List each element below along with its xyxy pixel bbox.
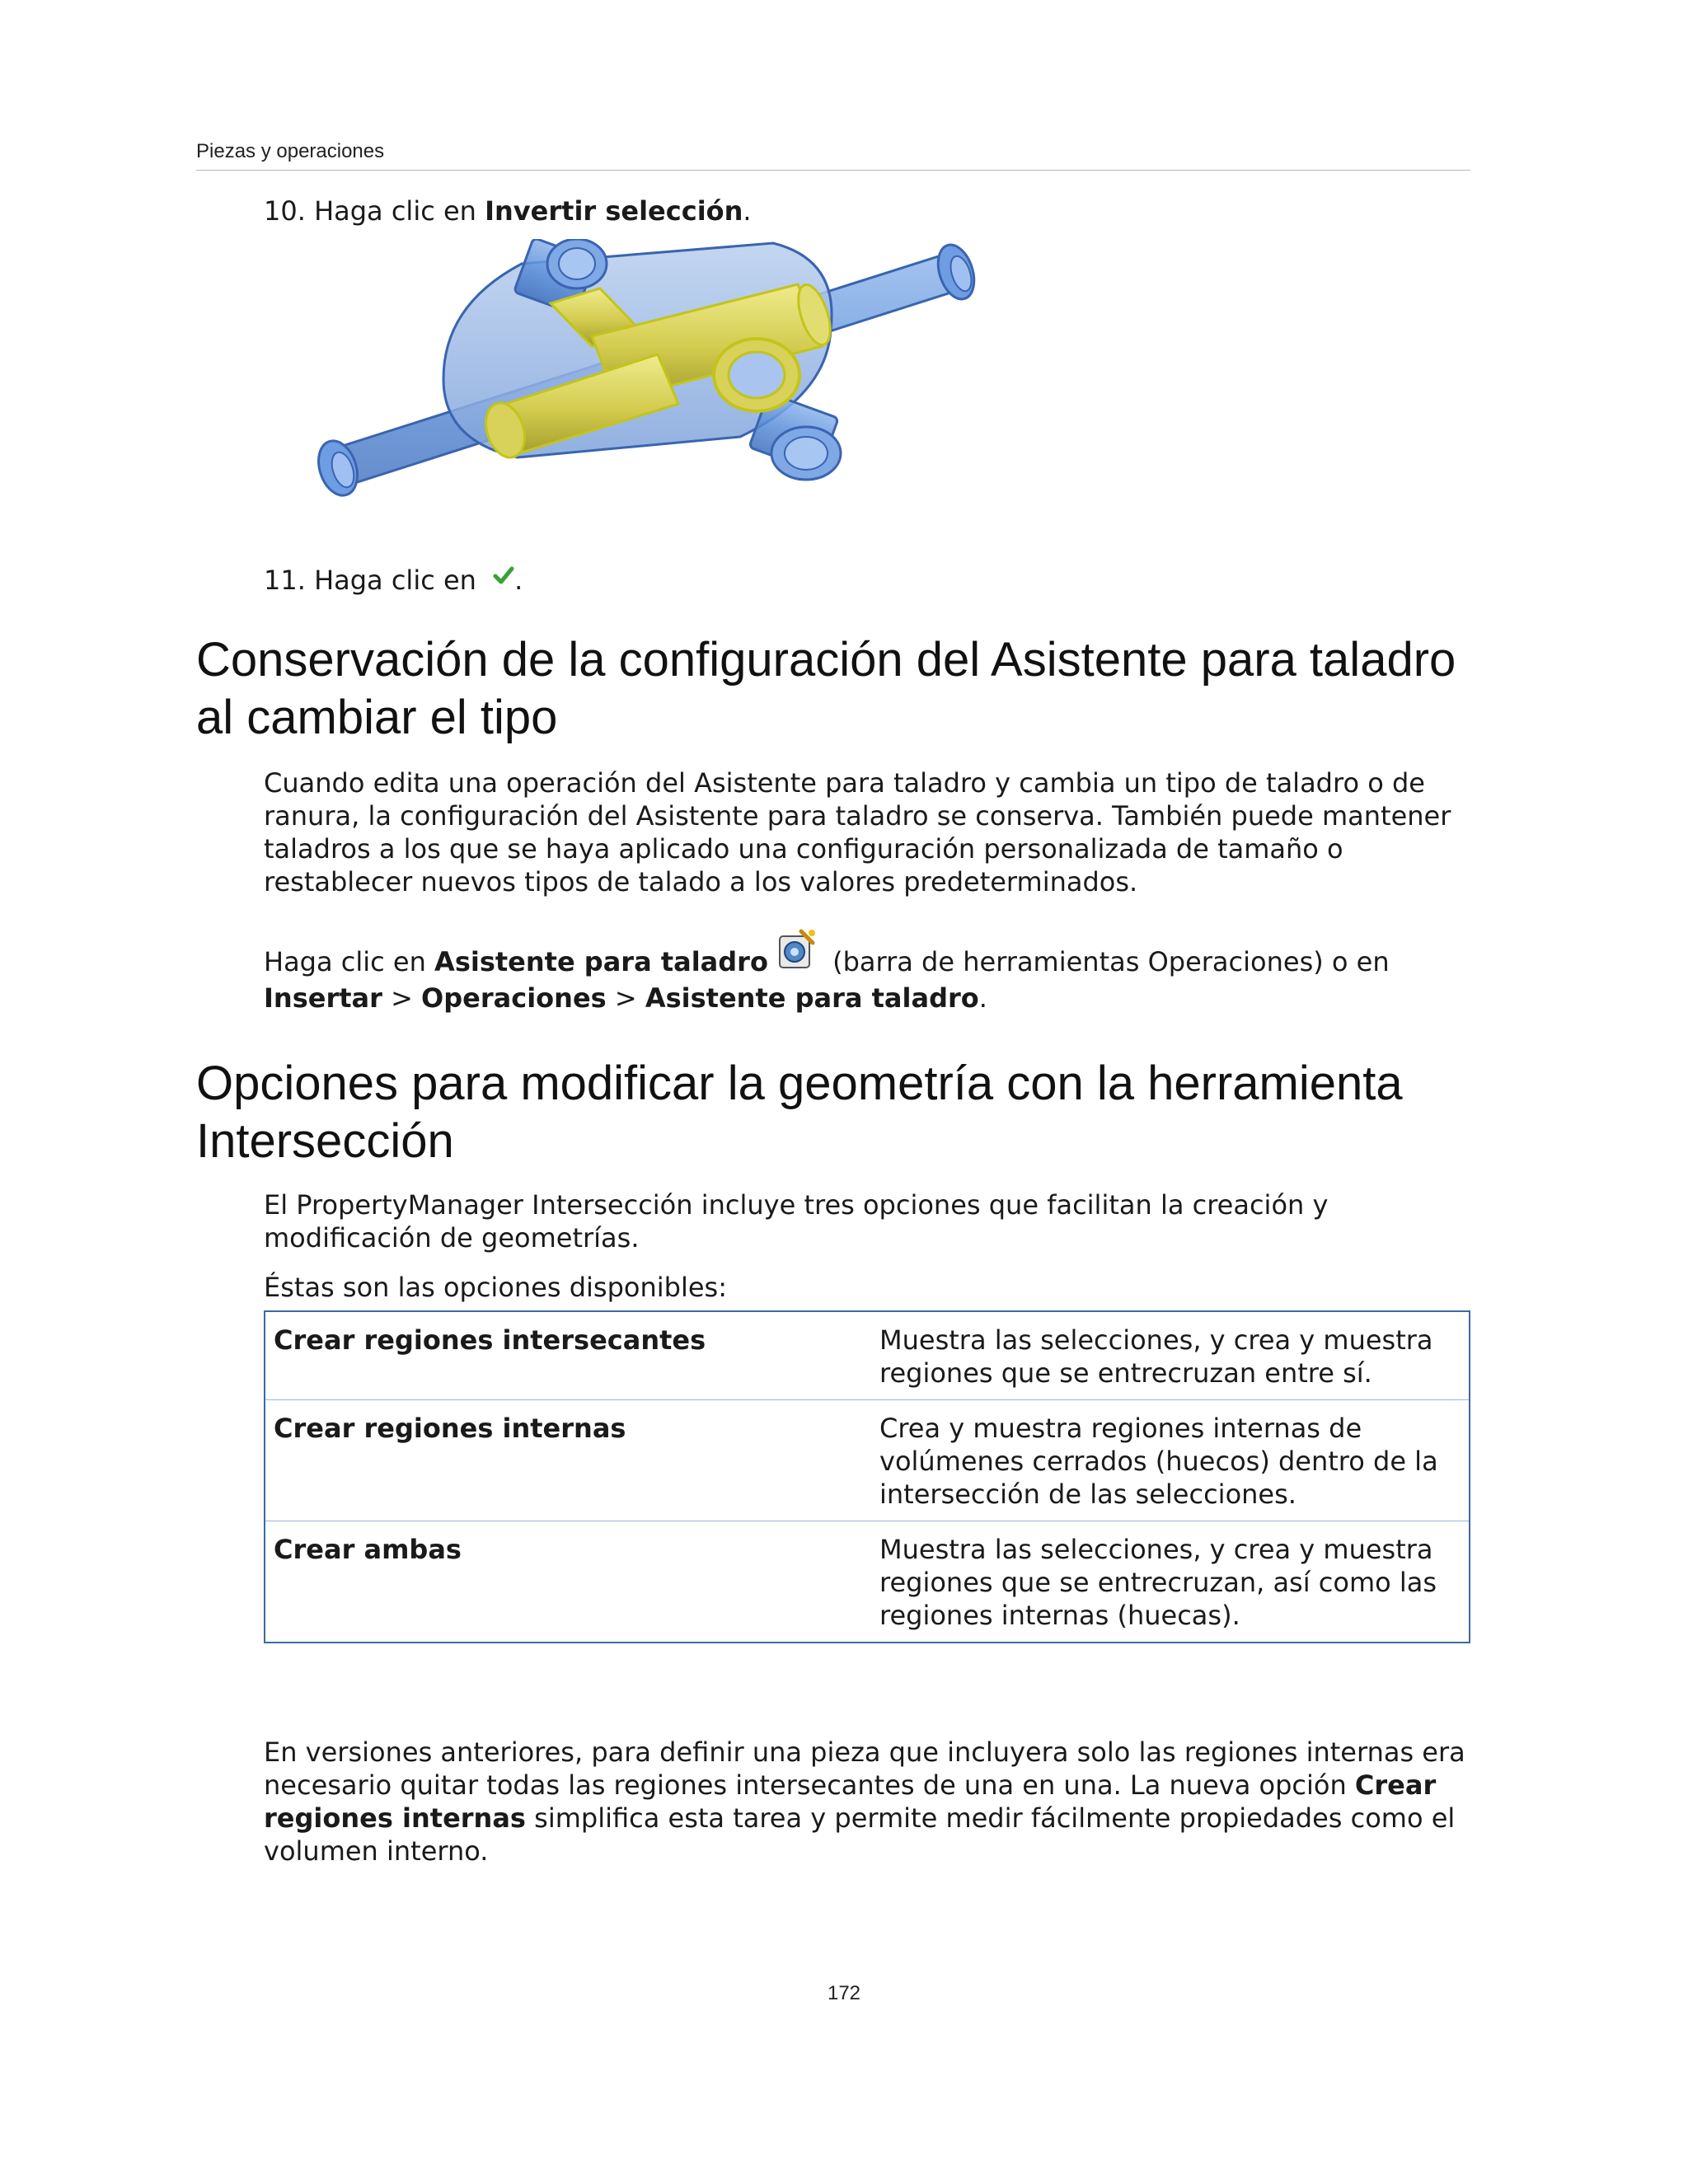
section-heading-hole-wizard: Conservación de la configuración del Asistente para taladro al cambiar el tipo: [196, 633, 1456, 744]
step-11-suffix: .: [514, 565, 523, 596]
option-description: Muestra las selecciones, y crea y muestra regiones que se entrecruzan, así como las regiones internas (huecas).: [871, 1521, 1470, 1643]
option-name: Crear regiones intersecantes: [274, 1324, 706, 1356]
closing-suffix: simplifica esta tarea y permite medir fácilmente propiedades como el volumen interno.: [264, 1802, 1456, 1867]
step-10: [264, 194, 752, 227]
operaciones-menu: Operaciones: [421, 982, 607, 1014]
table-row: [265, 1311, 1470, 1400]
intersection-paragraph-1: El PropertyManager Intersección incluye tres opciones que facilitan la creación y modificación de geometrías.: [264, 1189, 1329, 1254]
intersection-closing-paragraph: [264, 1736, 1484, 1868]
instruction-prefix: Haga clic en: [264, 946, 435, 977]
step-10-prefix: 10. Haga clic en: [264, 195, 485, 227]
green-check-icon: [493, 559, 514, 592]
insertar-menu: Insertar: [264, 982, 382, 1014]
table-row: [265, 1400, 1470, 1521]
intersection-options-table: [264, 1310, 1470, 1643]
crear-regiones-internas-term: Crear regiones internas: [264, 1769, 1437, 1834]
asistente-menu-item: Asistente para taladro: [645, 982, 979, 1014]
page-number: 172: [827, 1982, 861, 2004]
option-name: Crear regiones internas: [265, 1400, 871, 1521]
intersection-part-figure: [312, 239, 996, 536]
menu-separator-2: >: [606, 982, 645, 1014]
option-description: Crea y muestra regiones internas de volúmenes cerrados (huecos) dentro de la intersección de las selecciones.: [871, 1400, 1470, 1521]
option-name: Crear ambas: [265, 1521, 871, 1643]
step-11-prefix: 11. Haga clic en: [264, 565, 485, 596]
hole-wizard-icon: [773, 928, 819, 982]
closing-prefix: En versiones anteriores, para definir una pieza que incluyera solo las regiones internas era necesario quitar todas las regiones intersecantes de una en una. La nueva opción: [264, 1736, 1465, 1801]
instruction-suffix: .: [978, 982, 987, 1014]
running-header: Piezas y operaciones: [196, 140, 1470, 171]
instruction-middle: (barra de herramientas Operaciones) o en: [823, 946, 1390, 977]
hole-wizard-command: Asistente para taladro: [434, 946, 768, 977]
menu-separator-1: >: [382, 982, 422, 1014]
table-row: [265, 1521, 1470, 1643]
intersection-paragraph-2: Éstas son las opciones disponibles:: [264, 1272, 727, 1303]
invertir-seleccion-command: Invertir selección: [485, 195, 743, 227]
section-heading-intersection: Opciones para modificar la geometría con la herramienta Intersección: [196, 1057, 1403, 1168]
option-description: Muestra las selecciones, y crea y muestra regiones que se entrecruzan entre sí.: [879, 1324, 1433, 1389]
step-10-suffix: .: [743, 195, 752, 227]
step-11: [264, 559, 523, 597]
hole-wizard-paragraph: Cuando edita una operación del Asistente para taladro y cambia un tipo de taladro o de ranura, la configuración del Asistente para taladro se conserva. También puede mantener taladros a los que se haya aplicado una configuración personalizada de tamaño o restablecer nuevos tipos de talado a los valores predeterminados.: [264, 767, 1451, 898]
hole-wizard-instruction: [264, 928, 1484, 1015]
